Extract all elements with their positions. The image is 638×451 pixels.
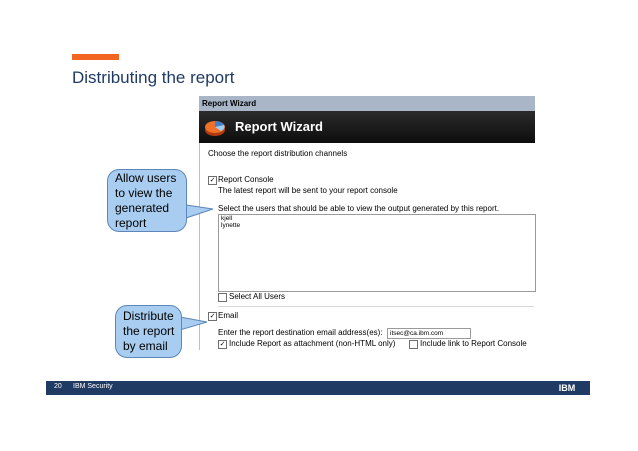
report-console-checkbox[interactable]: ✓ [209, 177, 216, 184]
wizard-header-title: Report Wizard [235, 119, 323, 134]
accent-bar [72, 54, 119, 60]
report-wizard-icon [204, 116, 226, 138]
include-link-label: Include link to Report Console [420, 339, 527, 348]
wizard-window-title: Report Wizard [199, 96, 535, 111]
callout-users-text: Allow users to view the generated report [115, 171, 177, 230]
callout-email-text: Distribute the report by email [123, 309, 175, 353]
wizard-body [199, 143, 535, 350]
wizard-header [199, 111, 535, 143]
report-console-label: Report Console [218, 175, 274, 184]
slide-title: Distributing the report [72, 68, 235, 87]
email-address-label: Enter the report destination email address(es): [218, 328, 383, 337]
page-number: 20 [54, 383, 62, 390]
select-all-users-checkbox[interactable] [218, 293, 227, 302]
include-link-checkbox[interactable] [409, 340, 418, 349]
footer-bar [46, 381, 590, 395]
email-label: Email [218, 311, 239, 320]
email-address-input[interactable]: itsec@ca.ibm.com [387, 328, 471, 339]
callout-users [107, 169, 187, 232]
callout-email [115, 305, 182, 358]
instruction-text: Choose the report distribution channels [208, 149, 348, 158]
ibm-logo-icon [556, 382, 578, 393]
select-users-label: Select the users that should be able to view the output generated by this report. [218, 204, 500, 213]
select-all-users-label: Select All Users [229, 292, 286, 301]
report-wizard-window [199, 96, 535, 350]
include-attachment-checkbox[interactable]: ✓ [219, 341, 226, 348]
report-console-description: The latest report will be sent to your report console [218, 186, 398, 195]
list-item[interactable]: lynette [221, 222, 241, 229]
footer-brand: IBM Security [73, 383, 113, 390]
email-checkbox[interactable]: ✓ [209, 313, 216, 320]
list-item[interactable]: kjell [221, 215, 233, 222]
include-attachment-label: Include Report as attachment (non-HTML only) [229, 339, 396, 348]
ibm-logo-text: IBM [558, 383, 576, 393]
divider [218, 306, 534, 307]
users-listbox[interactable] [218, 214, 536, 292]
